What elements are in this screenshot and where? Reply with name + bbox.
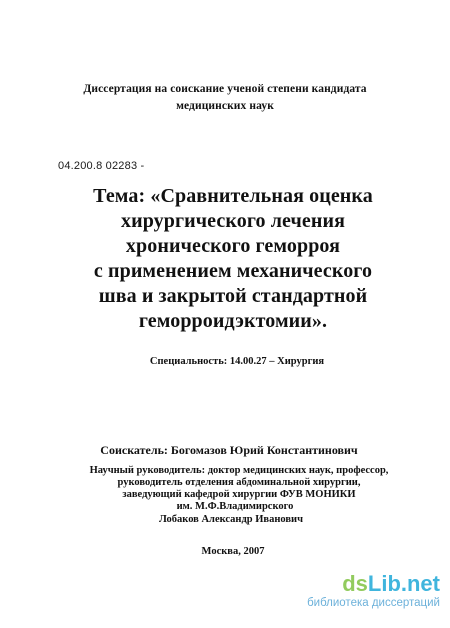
header-line-2: медицинских наук — [176, 100, 274, 112]
specialty: Специальность: 14.00.27 – Хирургия — [149, 356, 325, 367]
candidate: Соискатель: Богомазов Юрий Константинович — [100, 443, 358, 457]
dslib-subtitle: библиотека диссертаций — [307, 597, 440, 609]
archive-stamp: 04.200.8 02283 - — [58, 160, 145, 172]
title-line-5: шва и закрытой стандартной — [98, 285, 368, 307]
supervisor-line-1: Научный руководитель: доктор медицинских наук, профессор, — [89, 465, 389, 476]
dslib-watermark[interactable] — [290, 572, 440, 610]
logo-lib: Lib.net — [367, 571, 440, 596]
supervisor-line-3: заведующий кафедрой хирургии ФУВ МОНИКИ — [122, 489, 356, 500]
supervisor-line-4: им. М.Ф.Владимирского — [176, 501, 294, 512]
supervisor-name: Лобаков Александр Иванович — [158, 514, 304, 525]
title-line-6: геморроидэктомии». — [138, 310, 328, 332]
title-line-3: хронического геморроя — [125, 235, 341, 257]
title-line-1: Тема: «Сравнительная оценка — [93, 185, 373, 207]
title-line-2: хирургического лечения — [120, 210, 346, 232]
title-line-4: с применением механического — [93, 260, 373, 282]
header-line-1: Диссертация на соискание ученой степени кандидата — [83, 83, 367, 95]
supervisor-line-2: руководитель отделения абдоминальной хирургии, — [117, 477, 361, 488]
dslib-logo — [290, 572, 440, 596]
city-year: Москва, 2007 — [201, 546, 265, 557]
logo-ds: ds — [342, 571, 368, 596]
